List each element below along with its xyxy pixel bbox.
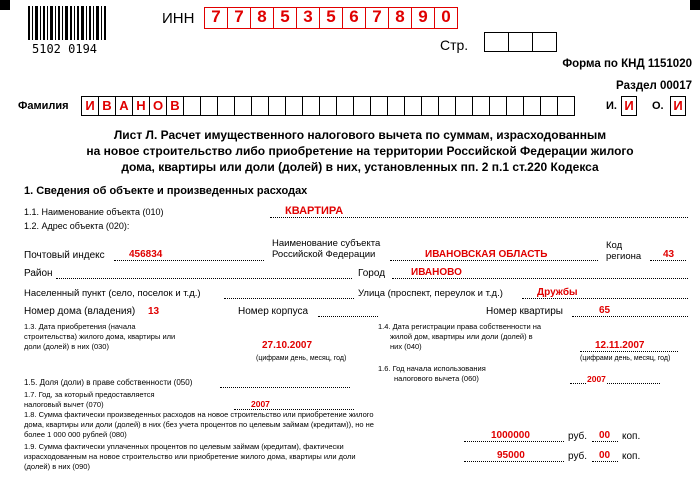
f13-line1: 1.3. Дата приобретения (начала	[24, 322, 136, 331]
surname-letter-box[interactable]	[540, 96, 558, 116]
street-label: Улица (проспект, переулок и т.д.)	[358, 288, 503, 299]
f16-line1: 1.6. Год начала использования	[378, 364, 486, 373]
f17-line1: 1.7. Год, за который предоставляется	[24, 390, 155, 399]
patronymic-initial-box[interactable]: И	[670, 96, 686, 116]
f17-value[interactable]: 2007	[251, 399, 270, 409]
surname-letter-box[interactable]	[370, 96, 388, 116]
patronymic-label: О.	[652, 100, 664, 112]
f19-kop-label: коп.	[622, 451, 641, 462]
f19-kop-dots	[592, 461, 618, 462]
inn-digit-box[interactable]: 7	[227, 7, 251, 29]
district-dots	[56, 278, 352, 279]
inn-digit-box[interactable]: 8	[388, 7, 412, 29]
section1-heading: 1. Сведения об объекте и произведенных расходах	[24, 185, 308, 197]
f19-rub-dots	[464, 461, 564, 462]
f18-kop-value[interactable]: 00	[599, 430, 611, 441]
region-code-label1: Код	[606, 240, 623, 251]
f13-line3: доли (долей) в них (030)	[24, 342, 109, 351]
district-label: Район	[24, 268, 53, 279]
city-label: Город	[358, 268, 386, 279]
surname-letter-box[interactable]: А	[115, 96, 133, 116]
surname-letter-box[interactable]	[353, 96, 371, 116]
sheet-title-line1: Лист Л. Расчет имущественного налогового вычета по суммам, израсходованным	[113, 128, 607, 142]
form-code: Форма по КНД 1151020	[562, 58, 692, 70]
street-value[interactable]: Дружбы	[537, 287, 578, 298]
city-value[interactable]: ИВАНОВО	[411, 267, 462, 278]
section-code: Раздел 00017	[616, 80, 692, 92]
f15-label: 1.5. Доля (доли) в праве собственности (050)	[24, 378, 193, 387]
surname-letter-box[interactable]	[302, 96, 320, 116]
f15-dots	[220, 387, 350, 388]
building-dots	[318, 316, 378, 317]
f19-line1: 1.9. Сумма фактически уплаченных процентов по целевым займам (кредитам), фактически	[24, 442, 344, 451]
f13-line2: строительства) жилого дома, квартиры или	[24, 332, 176, 341]
corner-marker-top-right	[690, 0, 700, 10]
street-dots	[522, 298, 688, 299]
apartment-dots	[572, 316, 688, 317]
barcode	[28, 6, 106, 42]
page-box-1[interactable]	[484, 32, 509, 52]
surname-letter-box[interactable]: В	[166, 96, 184, 116]
barcode-bars	[28, 6, 106, 42]
f19-kop-value[interactable]: 00	[599, 450, 611, 461]
f19-rub-label: руб.	[568, 451, 588, 462]
barcode-number: 5102 0194	[32, 42, 98, 56]
inn-digit-box[interactable]: 3	[296, 7, 320, 29]
page-box-3[interactable]	[532, 32, 557, 52]
f14-date-hint: (цифрами день, месяц, год)	[580, 355, 671, 362]
first-initial-box[interactable]: И	[621, 96, 637, 116]
surname-letter-box[interactable]	[404, 96, 422, 116]
f18-rub-label: руб.	[568, 431, 588, 442]
inn-digit-box[interactable]: 6	[342, 7, 366, 29]
surname-letter-box[interactable]	[489, 96, 507, 116]
surname-letter-box[interactable]	[234, 96, 252, 116]
f18-rub-value[interactable]: 1000000	[491, 430, 530, 441]
surname-letter-box[interactable]: Н	[132, 96, 150, 116]
f12-label: 1.2. Адрес объекта (020):	[24, 221, 130, 231]
f11-dots	[270, 217, 688, 218]
surname-letter-box[interactable]	[472, 96, 490, 116]
apartment-label: Номер квартиры	[486, 306, 563, 317]
sheet-title-line3: дома, квартиры или доли (долей) в них, установленных пп. 2 п.1 ст.220 Кодекса	[121, 160, 599, 174]
surname-letter-box[interactable]	[523, 96, 541, 116]
inn-digit-box[interactable]: 0	[434, 7, 458, 29]
sheet-title-line2: на новое строительство либо приобретение на территории Российской Федерации жилого	[86, 144, 634, 158]
f14-line1: 1.4. Дата регистрации права собственности на	[378, 322, 542, 331]
surname-letter-box[interactable]	[438, 96, 456, 116]
f19-rub-value[interactable]: 95000	[497, 450, 525, 461]
f16-dots	[570, 383, 660, 384]
inn-digit-box[interactable]: 5	[273, 7, 297, 29]
region-code-dots	[650, 260, 686, 261]
f14-value[interactable]: 12.11.2007	[595, 340, 645, 351]
f16-line2: налогового вычета (060)	[394, 374, 479, 383]
region-code-value[interactable]: 43	[663, 249, 675, 260]
inn-digit-box[interactable]: 7	[204, 7, 228, 29]
surname-letter-box[interactable]	[387, 96, 405, 116]
house-value[interactable]: 13	[148, 306, 160, 317]
surname-letter-box[interactable]	[506, 96, 524, 116]
region-name-label1: Наименование субъекта	[272, 238, 381, 249]
surname-letter-box[interactable]	[557, 96, 575, 116]
surname-letter-box[interactable]	[336, 96, 354, 116]
f14-dots	[580, 351, 678, 352]
f18-line3: более 1 000 000 рублей (080)	[24, 430, 127, 439]
page-label: Стр.	[440, 37, 469, 53]
inn-digit-box[interactable]: 9	[411, 7, 435, 29]
f14-line2: жилой дом, квартиры или доли (долей) в	[390, 332, 533, 341]
region-name-dots	[390, 260, 598, 261]
surname-label: Фамилия	[18, 100, 69, 112]
surname-letter-box[interactable]: В	[98, 96, 116, 116]
region-name-value[interactable]: ИВАНОВСКАЯ ОБЛАСТЬ	[425, 249, 548, 260]
building-label: Номер корпуса	[238, 306, 309, 317]
region-name-label2: Российской Федерации	[272, 249, 376, 260]
surname-letter-box[interactable]	[319, 96, 337, 116]
f18-line2: дома, квартиры или доли (долей) в них (без учета процентов по целевым займам (кредитам)), но не	[24, 420, 374, 429]
settlement-label: Населенный пункт (село, поселок и т.д.)	[24, 288, 201, 299]
apartment-value[interactable]: 65	[599, 305, 611, 316]
surname-letter-box[interactable]	[217, 96, 235, 116]
first-initial-label: И.	[606, 100, 617, 112]
f17-line2: налоговый вычет (070)	[24, 400, 104, 409]
corner-marker-top-left	[0, 0, 10, 10]
f19-line3: (долей) в них (090)	[24, 462, 90, 471]
settlement-dots	[224, 298, 354, 299]
surname-letter-box[interactable]	[268, 96, 286, 116]
inn-digit-box[interactable]: 8	[250, 7, 274, 29]
f18-rub-dots	[464, 441, 564, 442]
city-dots	[392, 278, 688, 279]
postal-value[interactable]: 456834	[129, 249, 163, 260]
f18-line1: 1.8. Сумма фактически произведенных расходов на новое строительство или приобретение жилого	[24, 410, 374, 419]
f16-value[interactable]: 2007	[587, 374, 606, 384]
surname-letter-box[interactable]	[455, 96, 473, 116]
page-box-2[interactable]	[508, 32, 533, 52]
f13-date-hint: (цифрами день, месяц, год)	[256, 355, 347, 362]
f18-kop-dots	[592, 441, 618, 442]
surname-letter-box[interactable]	[183, 96, 201, 116]
f18-kop-label: коп.	[622, 431, 641, 442]
postal-label: Почтовый индекс	[24, 250, 105, 261]
f13-value[interactable]: 27.10.2007	[262, 340, 313, 351]
surname-letter-box[interactable]	[421, 96, 439, 116]
region-code-label2: региона	[606, 251, 642, 262]
surname-letter-box[interactable]	[251, 96, 269, 116]
surname-letter-box[interactable]	[200, 96, 218, 116]
f11-value[interactable]: КВАРТИРА	[285, 205, 344, 217]
house-label: Номер дома (владения)	[24, 306, 136, 317]
surname-letter-box[interactable]: О	[149, 96, 167, 116]
f19-line2: израсходованным на новое строительство или приобретение жилого дома, квартиры или доли	[24, 452, 356, 461]
inn-digit-box[interactable]: 5	[319, 7, 343, 29]
inn-label: ИНН	[162, 10, 195, 27]
surname-letter-box[interactable]: И	[81, 96, 99, 116]
f14-line3: них (040)	[390, 342, 422, 351]
f11-label: 1.1. Наименование объекта (010)	[24, 207, 164, 217]
surname-letter-box[interactable]	[285, 96, 303, 116]
inn-digit-box[interactable]: 7	[365, 7, 389, 29]
postal-dots	[114, 260, 264, 261]
